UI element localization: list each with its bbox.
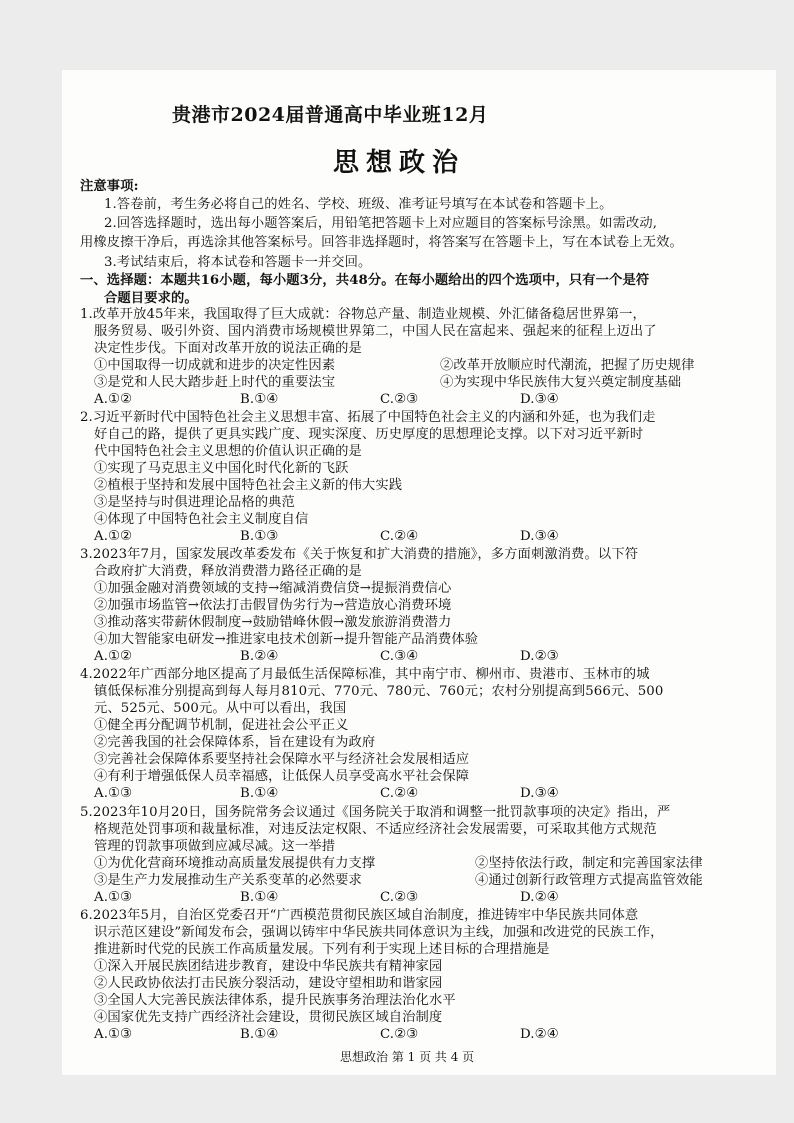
statement: ③推动落实带薪休假制度→鼓励错峰休假→激发旅游消费潜力 [94, 615, 452, 630]
question-stem: 3.2023年7月，国家发展改革委发布《关于恢复和扩大消费的措施》，多方面刺激消费。以下符 [80, 547, 639, 562]
statement: ①加强金融对消费领域的支持→缩减消费信贷→提振消费信心 [94, 581, 452, 596]
option-a: A.①② [94, 649, 133, 664]
statement: ①中国取得一切成就和进步的决定性因素 [94, 358, 336, 373]
option-b: B.①③ [240, 529, 279, 544]
statement: ②人民政协依法打击民族分裂活动，建设守望相助和谐家园 [94, 976, 443, 991]
option-b: B.①④ [240, 786, 279, 801]
statement: ③是生产力发展推动生产关系变革的必然要求 [94, 873, 362, 888]
statement: ④通过创新行政管理方式提高监管效能 [475, 873, 703, 888]
statement: ④体现了中国特色社会主义制度自信 [94, 512, 309, 527]
question-stem: 好自己的路，提供了更具实践广度、现实深度、历史厚度的思想理论支撑。以下对习近平新时 [94, 427, 644, 442]
option-a: A.①③ [94, 786, 133, 801]
option-d: D.③④ [520, 786, 559, 801]
section-heading: 一、选择题：本题共16小题，每小题3分，共48分。在每小题给出的四个选项中，只有一个是符 [80, 273, 650, 288]
statement: ④国家优先支持广西经济社会建设，贯彻民族区域自治制度 [94, 1010, 443, 1025]
option-a: A.①② [94, 392, 133, 407]
option-d: D.③④ [520, 392, 559, 407]
statement: ②改革开放顺应时代潮流，把握了历史规律 [440, 358, 695, 373]
statement: ③全国人大完善民族法律体系，提升民族事务治理法治化水平 [94, 993, 456, 1008]
question-stem: 决定性步伐。下面对改革开放的说法正确的是 [94, 341, 362, 356]
question-stem: 6.2023年5月，自治区党委召开“广西模范贯彻民族区域自治制度，推进铸牢中华民族共同体意 [80, 908, 639, 923]
statement: ②完善我国的社会保障体系，旨在建设有为政府 [94, 735, 376, 750]
option-c: C.②③ [380, 890, 419, 905]
question-stem: 5.2023年10月20日，国务院常务会议通过《国务院关于取消和调整一批罚款事项的决定》指出，严 [80, 805, 671, 820]
question-stem: 代中国特色社会主义思想的价值认识正确的是 [94, 444, 362, 459]
question-stem: 格规范处罚事项和裁量标准，对违反法定权限、不适应经济社会发展需要，可采取其他方式规范 [94, 822, 657, 837]
statement: ④有利于增强低保人员幸福感，让低保人员享受高水平社会保障 [94, 769, 470, 784]
question-stem: 4.2022年广西部分地区提高了月最低生活保障标准，其中南宁市、柳州市、贵港市、玉林市的城 [80, 667, 650, 682]
option-c: C.②③ [380, 392, 419, 407]
notice-line: 2.回答选择题时，选出每小题答案后，用铅笔把答题卡上对应题目的答案标号涂黑。如需改动, [104, 216, 658, 231]
option-a: A.①③ [94, 1027, 133, 1042]
question-stem: 2.习近平新时代中国特色社会主义思想丰富、拓展了中国特色社会主义的内涵和外延，也为我们走 [80, 410, 656, 425]
statement: ③是坚持与时俱进理论品格的典范 [94, 495, 295, 510]
statement: ①健全再分配调节机制，促进社会公平正义 [94, 718, 349, 733]
page-footer: 思想政治 第 1 页 共 4 页 [340, 1050, 475, 1064]
question-stem: 元、525元、500元。从中可以看出，我国 [94, 701, 347, 716]
question-stem: 管理的罚款事项做到应减尽减。这一举措 [94, 839, 336, 854]
option-d: D.②④ [520, 890, 559, 905]
notice-line: 3.考试结束后，将本试卷和答题卡一并交回。 [104, 255, 372, 270]
notice-line: 用橡皮擦干净后，再选涂其他答案标号。回答非选择题时，将答案写在答题卡上，写在本试卷上无效。 [80, 235, 683, 250]
exam-title: 贵港市2024届普通高中毕业班12月 [172, 104, 489, 126]
statement: ④加大智能家电研发→推进家电技术创新→提升智能产品消费体验 [94, 632, 479, 647]
question-stem: 合政府扩大消费，释放消费潜力路径正确的是 [94, 564, 362, 579]
statement: ③完善社会保障体系要坚持社会保障水平与经济社会发展相适应 [94, 752, 470, 767]
question-stem: 服务贸易、吸引外资、国内消费市场规模世界第二，中国人民在富起来、强起来的征程上迈出了 [94, 324, 657, 339]
option-d: D.②④ [520, 1027, 559, 1042]
statement: ②植根于坚持和发展中国特色社会主义新的伟大实践 [94, 478, 403, 493]
statement: ②坚持依法行政，制定和完善国家法律 [475, 856, 703, 871]
section-heading-cont: 合题目要求的。 [104, 291, 198, 306]
option-d: D.②③ [520, 649, 559, 664]
option-c: C.②④ [380, 786, 419, 801]
question-stem: 1.改革开放45年来，我国取得了巨大成就：谷物总产量、制造业规模、外汇储备稳居世界第一， [80, 307, 646, 322]
statement: ①为优化营商环境推动高质量发展提供有力支撑 [94, 856, 376, 871]
question-stem: 推进新时代党的民族工作高质量发展。下列有利于实现上述目标的合理措施是 [94, 942, 550, 957]
statement: ①实现了马克思主义中国化时代化新的飞跃 [94, 461, 349, 476]
subject-title: 思想政治 [333, 148, 466, 178]
question-stem: 识示范区建设”新闻发布会，强调以铸牢中华民族共同体意识为主线，加强和改进党的民族工作， [94, 925, 664, 940]
option-b: B.①④ [240, 890, 279, 905]
option-b: B.①④ [240, 392, 279, 407]
statement: ①深入开展民族团结进步教育，建设中华民族共有精神家园 [94, 959, 443, 974]
notice-heading: 注意事项: [80, 179, 139, 194]
statement: ②加强市场监管→依法打击假冒伪劣行为→营造放心消费环境 [94, 598, 452, 613]
option-a: A.①③ [94, 890, 133, 905]
option-c: C.②③ [380, 1027, 419, 1042]
statement: ④为实现中华民族伟大复兴奠定制度基础 [440, 375, 682, 390]
option-a: A.①② [94, 529, 133, 544]
option-b: B.①④ [240, 1027, 279, 1042]
option-c: C.②④ [380, 529, 419, 544]
statement: ③是党和人民大踏步赶上时代的重要法宝 [94, 375, 336, 390]
notice-line: 1.答卷前，考生务必将自己的姓名、学校、班级、准考证号填写在本试卷和答题卡上。 [104, 197, 613, 212]
option-c: C.③④ [380, 649, 419, 664]
question-stem: 镇低保标准分别提高到每人每月810元、770元、780元、760元；农村分别提高到566元、500 [94, 684, 664, 699]
option-d: D.③④ [520, 529, 559, 544]
option-b: B.②④ [240, 649, 279, 664]
